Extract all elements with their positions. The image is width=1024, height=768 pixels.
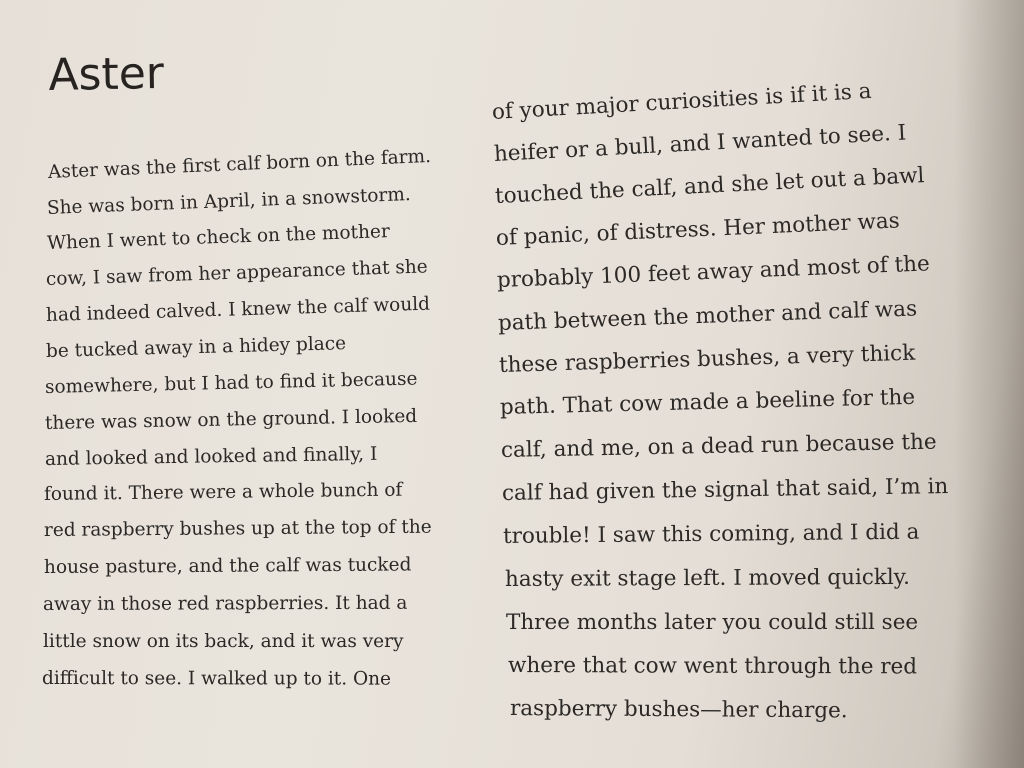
page-gutter-shadow [954,0,1024,768]
text-line: calf, and me, on a dead run because the [500,429,937,463]
text-line: found it. There were a whole bunch of [43,479,403,505]
text-line: house pasture, and the calf was tucked [43,554,412,578]
text-line: hasty exit stage left. I moved quickly. [504,564,910,592]
text-line: calf had given the signal that said, I’m in [501,473,949,506]
text-line: difficult to see. I walked up to it. One [41,668,392,690]
text-line: of your major curiosities is if it is a [491,78,873,125]
text-line: little snow on its back, and it was very [43,631,404,652]
text-line: these raspberries bushes, a very thick [498,340,916,378]
text-line: Aster was the first calf born on the farm. [47,145,432,183]
text-line: heifer or a bull, and I wanted to see. I [493,120,907,167]
text-line: somewhere, but I had to find it because [44,368,418,398]
text-line: and looked and looked and finally, I [44,443,378,470]
text-line: there was snow on the ground. I looked [44,405,418,434]
page-title: Aster [48,47,165,101]
text-line: red raspberry bushes up at the top of the [43,516,432,541]
text-line: raspberry bushes—her charge. [509,696,848,724]
text-line: touched the calf, and she let out a bawl [494,163,925,209]
text-line: path. That cow made a beeline for the [499,384,916,420]
text-line: probably 100 feet away and most of the [496,251,931,293]
text-line: be tucked away in a hidey place [45,333,347,362]
text-line: away in those red raspberries. It had a [42,592,408,615]
text-line: She was born in April, in a snowstorm. [46,184,412,219]
text-line: Three months later you could still see [506,610,919,635]
text-line: path between the mother and calf was [497,296,918,336]
text-line: When I went to check on the mother [46,221,391,254]
text-line: of panic, of distress. Her mother was [495,208,901,251]
text-line: had indeed calved. I knew the calf would [45,293,431,326]
text-line: trouble! I saw this coming, and I did a [502,519,920,549]
text-line: cow, I saw from her appearance that she [45,256,429,290]
text-line: where that cow went through the red [507,653,918,680]
